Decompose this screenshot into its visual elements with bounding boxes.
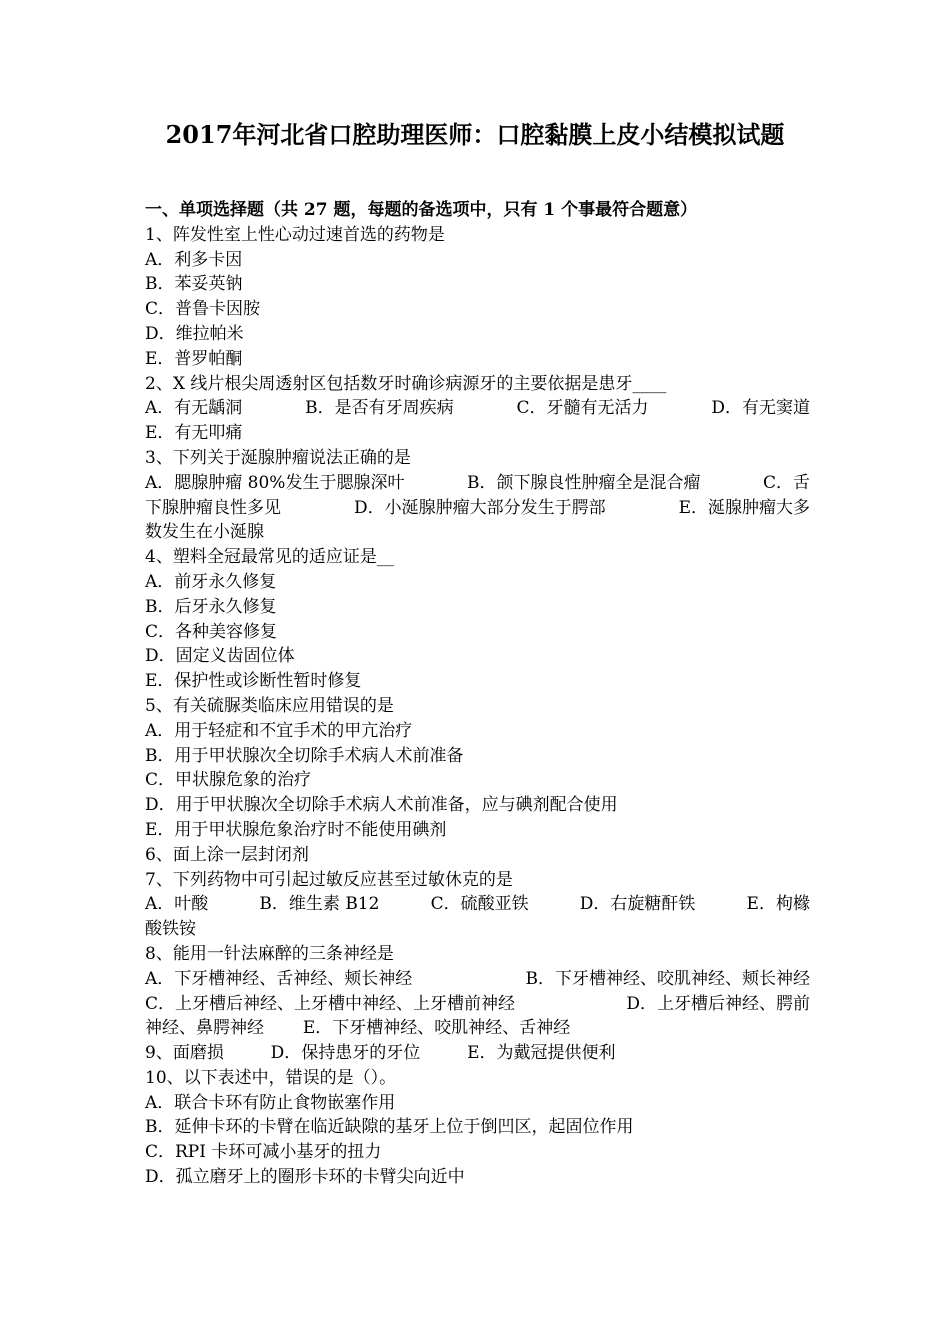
question-2-option-e: E．有无叩痛 <box>145 423 243 444</box>
question-8-stem: 8、能用一针法麻醉的三条神经是 <box>145 943 394 964</box>
question-3-option-a: A．腮腺肿瘤 80%发生于腮腺深叶 <box>145 472 405 493</box>
question-4-option-a: A．前牙永久修复 <box>145 571 277 592</box>
question-3-option-d: D．小涎腺肿瘤大部分发生于腭部 <box>353 497 606 518</box>
question-3-option-e-end: 数发生在小涎腺 <box>145 522 264 543</box>
question-10-stem: 10、以下表述中，错误的是（）。 <box>145 1067 397 1088</box>
question-10-option-b: B．延伸卡环的卡臂在临近缺隙的基牙上位于倒凹区，起固位作用 <box>145 1117 634 1138</box>
section-heading: 一、单项选择题（共 27 题，每题的备选项中，只有 1 个事最符合题意） <box>145 200 698 220</box>
question-3-option-c-start: C．舌 <box>762 472 810 493</box>
question-10-option-d: D．孤立磨牙上的圈形卡环的卡臂尖向近中 <box>145 1167 465 1188</box>
question-4-option-e: E．保护性或诊断性暂时修复 <box>145 671 362 692</box>
question-2-option-a: A．有无龋洞 <box>145 398 243 419</box>
question-1-option-a: A．利多卡因 <box>145 249 243 270</box>
question-3-stem: 3、下列关于涎腺肿瘤说法正确的是 <box>145 447 411 468</box>
exam-body <box>145 198 810 1190</box>
question-7-options-row <box>145 892 810 917</box>
question-4-option-d: D．固定义齿固位体 <box>145 646 295 667</box>
question-9-option-a: 9、面磨损 <box>145 1043 224 1064</box>
question-7-stem: 7、下列药物中可引起过敏反应甚至过敏休克的是 <box>145 869 513 890</box>
question-9-option-e: E．为戴冠提供便利 <box>467 1043 616 1064</box>
question-7-option-e-end: 酸铁铵 <box>145 919 196 940</box>
question-8-option-e: E．下牙槽神经、咬肌神经、舌神经 <box>302 1018 571 1039</box>
question-3-option-e-start: E．涎腺肿瘤大多 <box>678 497 810 518</box>
question-10-option-a: A．联合卡环有防止食物嵌塞作用 <box>145 1092 396 1113</box>
question-8-options-row-1 <box>145 967 810 992</box>
question-5-stem: 5、有关硫脲类临床应用错误的是 <box>145 695 394 716</box>
question-3-options-row-1 <box>145 471 810 496</box>
question-7-option-e-start: E．枸橼 <box>746 894 810 915</box>
question-7-option-b: B．维生素 B12 <box>259 894 380 915</box>
question-5-option-e: E．用于甲状腺危象治疗时不能使用碘剂 <box>145 819 447 840</box>
question-5-option-c: C．甲状腺危象的治疗 <box>145 770 312 791</box>
question-2-option-d: D．有无窦道 <box>711 398 810 419</box>
question-3-options-row-2 <box>145 496 810 521</box>
question-5-option-b: B．用于甲状腺次全切除手术病人术前准备 <box>145 745 464 766</box>
question-2-option-c: C．牙髓有无活力 <box>516 398 649 419</box>
question-2-stem: 2、X 线片根尖周透射区包括数牙时确诊病源牙的主要依据是患牙____ <box>145 373 667 394</box>
question-7-option-d: D．右旋糖酐铁 <box>579 894 696 915</box>
question-7-option-a: A．叶酸 <box>145 894 209 915</box>
question-8-option-d-start: D．上牙槽后神经、腭前 <box>626 993 810 1014</box>
question-6-stem: 6、面上涂一层封闭剂 <box>145 844 309 865</box>
question-8-option-b: B．下牙槽神经、咬肌神经、颊长神经 <box>525 968 810 989</box>
question-5-option-d: D．用于甲状腺次全切除手术病人术前准备，应与碘剂配合使用 <box>145 795 618 816</box>
question-1-option-b: B．苯妥英钠 <box>145 274 243 295</box>
question-8-option-a: A．下牙槽神经、舌神经、颊长神经 <box>145 968 413 989</box>
question-8-options-row-2 <box>145 992 810 1017</box>
question-3-option-c-end: 下腺肿瘤良性多见 <box>145 497 281 518</box>
question-9-row <box>145 1041 810 1066</box>
question-4-option-c: C．各种美容修复 <box>145 621 278 642</box>
question-8-options-row-3 <box>145 1016 810 1041</box>
question-8-option-d-end: 神经、鼻腭神经 <box>145 1018 264 1039</box>
question-9-option-d: D．保持患牙的牙位 <box>270 1043 421 1064</box>
question-1-option-d: D．维拉帕米 <box>145 323 244 344</box>
question-5-option-a: A．用于轻症和不宜手术的甲亢治疗 <box>145 720 413 741</box>
question-1-stem: 1、阵发性室上性心动过速首选的药物是 <box>145 224 445 245</box>
question-1-option-c: C．普鲁卡因胺 <box>145 299 261 320</box>
question-3-option-b: B．颌下腺良性肿瘤全是混合瘤 <box>466 472 701 493</box>
question-1-option-e: E．普罗帕酮 <box>145 348 243 369</box>
question-2-option-b: B．是否有牙周疾病 <box>305 398 454 419</box>
question-10-option-c: C．RPI 卡环可减小基牙的扭力 <box>145 1142 382 1163</box>
question-4-stem: 4、塑料全冠最常见的适应证是__ <box>145 547 394 568</box>
question-8-option-c: C．上牙槽后神经、上牙槽中神经、上牙槽前神经 <box>145 993 516 1014</box>
question-7-option-c: C．硫酸亚铁 <box>430 894 529 915</box>
question-2-options-row <box>145 396 810 421</box>
page-title: 2017年河北省口腔助理医师：口腔黏膜上皮小结模拟试题 <box>165 120 785 149</box>
question-4-option-b: B．后牙永久修复 <box>145 596 277 617</box>
